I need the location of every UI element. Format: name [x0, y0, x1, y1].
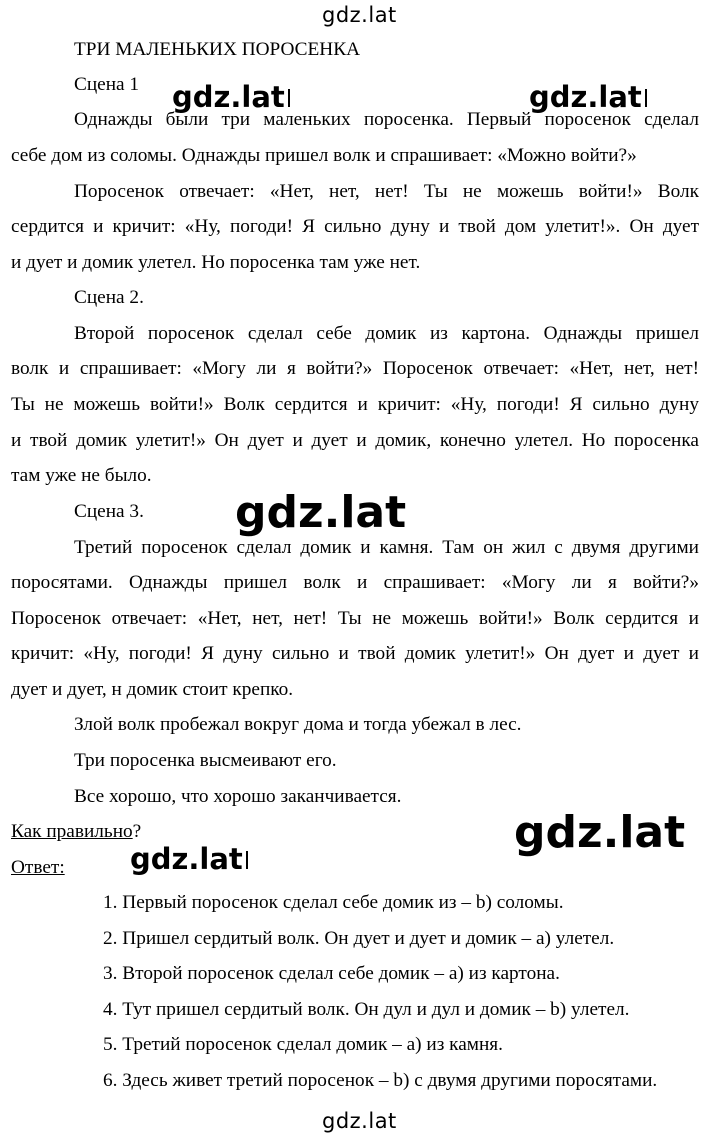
answer-item: 2. Пришел сердитый волк. Он дует и дует и домик – а) улетел. [103, 928, 615, 949]
paragraph-line: себе дом из соломы. Однажды пришел волк и спрашивает: «Можно войти?» [11, 145, 637, 166]
watermark-bottom: gdz.lat [322, 1109, 397, 1133]
paragraph-line: Поросенок отвечает: «Нет, нет, нет! Ты не можешь войти!» Волк сердится и [11, 608, 699, 629]
paragraph-line: волк и спрашивает: «Могу ли я войти?» Поросенок отвечает: «Нет, нет, нет! [11, 358, 699, 379]
watermark-bar [645, 89, 647, 107]
paragraph-line: и дует и домик улетел. Но поросенка там уже нет. [11, 252, 421, 273]
paragraph-line: поросятами. Однажды пришел волк и спрашивает: «Могу ли я войти?» [11, 572, 699, 593]
paragraph-line: кричит: «Ну, погоди! Я дуну сильно и твой домик улетит!» Он дует и дует и [11, 643, 699, 664]
answer-item: 3. Второй поросенок сделал себе домик – а) из картона. [103, 963, 560, 984]
watermark-bar [288, 89, 290, 107]
paragraph-line: Злой волк пробежал вокруг дома и тогда убежал в лес. [74, 714, 522, 735]
paragraph-line: дует и дует, н домик стоит крепко. [11, 679, 294, 700]
paragraph-line: сердится и кричит: «Ну, погоди! Я сильно дуну и твой дом улетит!». Он дует [11, 216, 699, 237]
watermark-answer [130, 842, 248, 876]
question-mark: ? [132, 821, 142, 842]
question-label [11, 821, 141, 843]
scene2-heading: Сцена 2. [74, 287, 144, 308]
paragraph-line: Три поросенка высмеивают его. [74, 750, 337, 771]
paragraph-line: там уже не было. [11, 465, 152, 486]
document-title: ТРИ МАЛЕНЬКИХ ПОРОСЕНКА [74, 39, 361, 60]
watermark-center: gdz.lat [235, 487, 407, 538]
answer-item: 1. Первый поросенок сделал себе домик из – b) соломы. [103, 892, 564, 913]
watermark-bar [246, 851, 248, 869]
watermark-text: gdz.lat [130, 842, 243, 876]
paragraph-line: Ты не можешь войти!» Волк сердится и кричит: «Ну, погоди! Я сильно дуну [11, 394, 699, 415]
answer-item: 5. Третий поросенок сделал домик – а) из камня. [103, 1034, 503, 1055]
watermark-top: gdz.lat [322, 3, 397, 27]
question-text: Как правильно [11, 821, 133, 842]
paragraph-line: Поросенок отвечает: «Нет, нет, нет! Ты не можешь войти!» Волк [74, 181, 699, 202]
paragraph-line: Все хорошо, что хорошо заканчивается. [74, 786, 402, 807]
answer-label: Ответ: [11, 857, 65, 878]
scene3-heading: Сцена 3. [74, 501, 144, 522]
paragraph-line: Второй поросенок сделал себе домик из картона. Однажды пришел [74, 323, 699, 344]
watermark-text: gdz.lat [529, 80, 642, 114]
watermark-text: gdz.lat [172, 80, 285, 114]
paragraph-line: Третий поросенок сделал домик и камня. Там он жил с двумя другими [74, 537, 699, 558]
answer-item: 6. Здесь живет третий поросенок – b) с двумя другими поросятами. [103, 1070, 658, 1091]
answer-item: 4. Тут пришел сердитый волк. Он дул и дул и домик – b) улетел. [103, 999, 630, 1020]
paragraph-line: и твой домик улетит!» Он дует и дует и домик, конечно улетел. Но поросенка [11, 430, 699, 451]
paragraph-line: Однажды были три маленьких поросенка. Первый поросенок сделал [74, 109, 699, 130]
watermark-right-large: gdz.lat [514, 807, 686, 858]
scene1-heading: Сцена 1 [74, 74, 140, 95]
